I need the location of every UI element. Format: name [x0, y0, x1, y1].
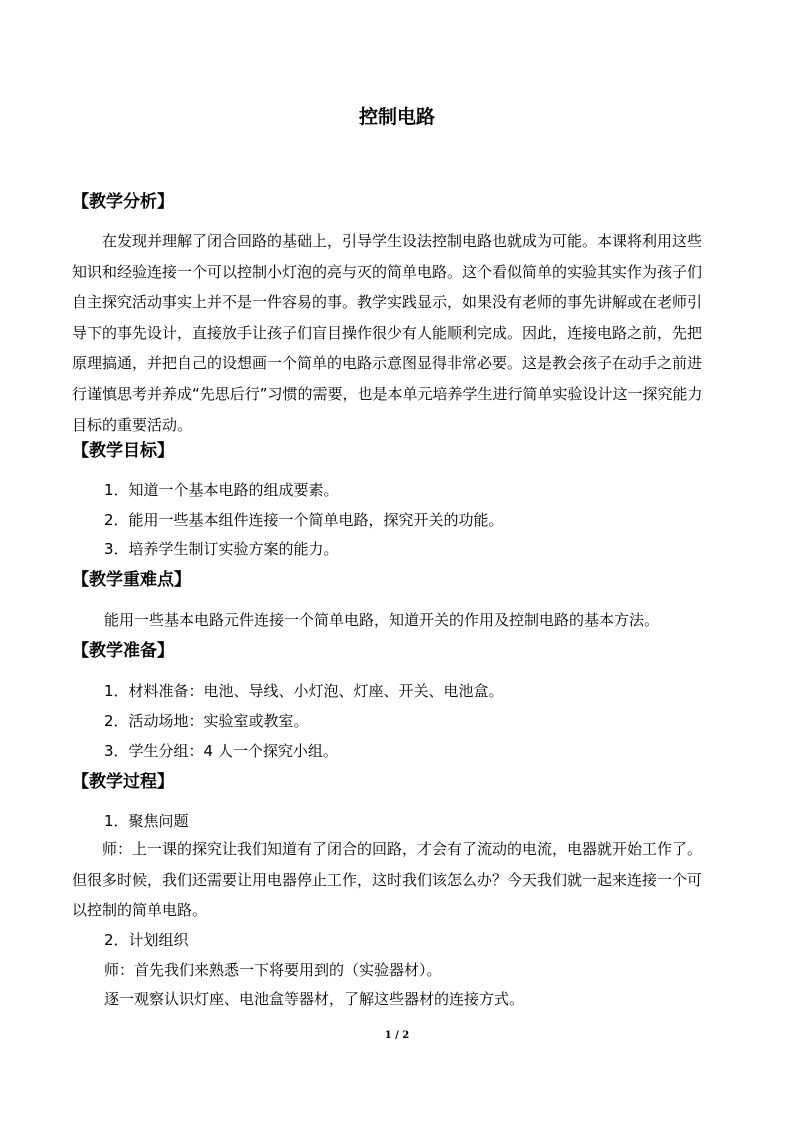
preparation-item-3: 3．学生分组：4 人一个探究小组。 [104, 742, 338, 760]
analysis-text: 在发现并理解了闭合回路的基础上，引导学生设法控制电路也就成为可能。本课将利用这些知识和经验连接一个可以控制小灯泡的亮与灭的简单电路。这个看似简单的实验其实作为孩子们自主探究活动事实上并不是一件容易的事。教学实践显示，如果没有老师的事先讲解或在老师引导下的事先设计，直接放手让孩子们盲目操作很少有人能顺利完成。因此，连接电路之前，先把原理搞通，并把自己的设想画一个简单的电路示意图显得非常必要。这是教会孩子在动手之前进行谨慎思考并养成“先思后行”习惯的需要，也是本单元培养学生进行简单实验设计这一探究能力目标的重要活动。 [72, 232, 703, 434]
goal-item-1: 1．知道一个基本电路的组成要素。 [104, 481, 339, 499]
page-number: 1 / 2 [384, 1030, 410, 1041]
process-step2-text1: 师：首先我们来熟悉一下将要用到的（实验器材）。 [104, 961, 442, 979]
heading-analysis: 【教学分析】 [72, 192, 174, 212]
preparation-item-2: 2．活动场地：实验室或教室。 [104, 712, 309, 730]
process-step2-label: 2．计划组织 [104, 931, 189, 949]
process-step1-label: 1．聚焦问题 [104, 812, 189, 830]
heading-process: 【教学过程】 [72, 772, 174, 792]
document-title: 控制电路 [358, 106, 435, 128]
process-step2-text2: 逐一观察认识灯座、电池盒等器材，了解这些器材的连接方式。 [104, 990, 525, 1008]
key-points-text: 能用一些基本电路元件连接一个简单电路，知道开关的作用及控制电路的基本方法。 [104, 611, 660, 629]
heading-preparation: 【教学准备】 [72, 641, 174, 661]
goal-item-2: 2．能用一些基本组件连接一个简单电路，探究开关的功能。 [104, 511, 504, 529]
process-step1-text: 师：上一课的探究让我们知道有了闭合的回路，才会有了流动的电流，电器就开始工作了。但很多时候，我们还需要让用电器停止工作，这时我们该怎么办？今天我们就一起来连接一个可以控制的简单电路。 [72, 840, 703, 920]
heading-goals: 【教学目标】 [72, 441, 174, 461]
goal-item-3: 3．培养学生制订实验方案的能力。 [104, 540, 339, 558]
preparation-item-1: 1．材料准备：电池、导线、小灯泡、灯座、开关、电池盒。 [104, 682, 504, 700]
analysis-paragraph [72, 226, 712, 440]
process-step1-paragraph [72, 834, 712, 926]
heading-key-points: 【教学重难点】 [72, 570, 191, 590]
